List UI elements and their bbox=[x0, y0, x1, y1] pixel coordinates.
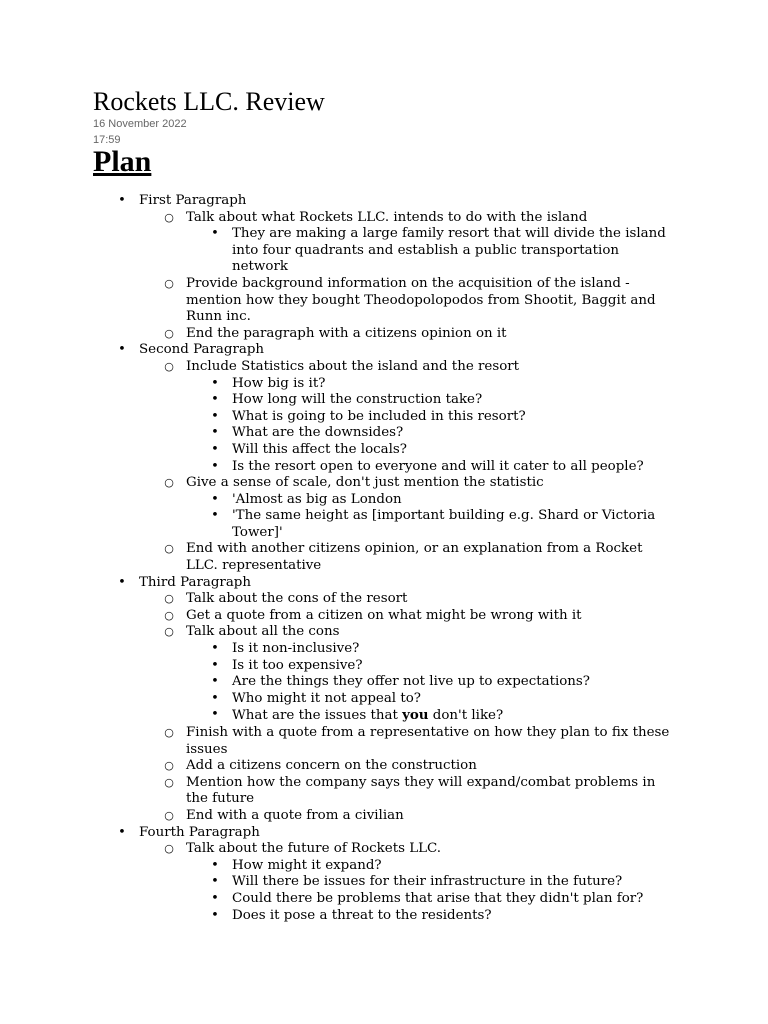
bullet-icon: • bbox=[211, 890, 219, 906]
list-item bbox=[211, 392, 667, 409]
list-item-text: Talk about what Rockets LLC. intends to do with the island bbox=[186, 209, 588, 225]
list-item-text: They are making a large family resort that will divide the island into four quadrants and establish a public transportation network bbox=[232, 226, 666, 275]
list-item bbox=[164, 841, 676, 858]
list-item bbox=[211, 641, 667, 658]
outline-section bbox=[118, 574, 699, 592]
list-item bbox=[211, 375, 667, 393]
section-label: First Paragraph bbox=[139, 193, 247, 208]
list-item bbox=[164, 275, 676, 326]
circle-bullet-icon: ○ bbox=[164, 726, 174, 739]
list-item-text: Give a sense of scale, don't just mention the statistic bbox=[186, 475, 544, 491]
list-item-text: Are the things they offer not live up to expectations? bbox=[232, 674, 590, 690]
list-item bbox=[211, 425, 667, 442]
list-item bbox=[211, 226, 667, 276]
list-item bbox=[211, 441, 667, 459]
bullet-icon: • bbox=[211, 857, 219, 873]
list-item-text: Talk about the cons of the resort bbox=[186, 591, 408, 607]
list-item-text: Is the resort open to everyone and will it cater to all people? bbox=[232, 458, 644, 474]
plan-heading: Plan bbox=[93, 145, 152, 178]
list-item-text-pre: What are the issues that bbox=[232, 708, 403, 724]
bullet-icon: • bbox=[211, 491, 219, 507]
list-item-text: Does it pose a threat to the residents? bbox=[232, 907, 492, 923]
list-item-text: How might it expand? bbox=[232, 857, 382, 873]
bullet-icon: • bbox=[211, 408, 219, 424]
list-item bbox=[164, 807, 676, 825]
list-item bbox=[211, 874, 667, 891]
circle-bullet-icon: ○ bbox=[164, 625, 174, 639]
list-item-text: What is going to be included in this resort? bbox=[232, 408, 526, 424]
bullet-icon: • bbox=[118, 824, 126, 840]
list-item-text: 'Almost as big as London bbox=[232, 491, 402, 507]
plan-outline bbox=[0, 193, 768, 924]
circle-bullet-icon: ○ bbox=[164, 359, 174, 373]
bullet-icon: • bbox=[211, 375, 219, 391]
circle-bullet-icon: ○ bbox=[164, 808, 174, 822]
list-item-text: Could there be problems that arise that they didn't plan for? bbox=[232, 890, 644, 906]
list-item bbox=[164, 725, 676, 758]
list-item-text: Will there be issues for their infrastructure in the future? bbox=[232, 874, 623, 890]
bullet-icon: • bbox=[211, 441, 219, 457]
circle-bullet-icon: ○ bbox=[164, 542, 174, 556]
circle-bullet-icon: ○ bbox=[164, 210, 174, 224]
list-item-text: Who might it not appeal to? bbox=[232, 690, 421, 706]
emphasis-text: you bbox=[402, 707, 429, 724]
outline-section bbox=[118, 342, 699, 359]
created-date: 16 November 2022 bbox=[93, 118, 187, 130]
list-item bbox=[164, 325, 676, 343]
bullet-icon: • bbox=[118, 193, 126, 208]
list-item-text: Finish with a quote from a representative on how they plan to fix these issues bbox=[186, 725, 670, 757]
list-item bbox=[211, 690, 667, 708]
bullet-icon: • bbox=[211, 657, 219, 673]
list-item-text: Talk about the future of Rockets LLC. bbox=[186, 841, 442, 857]
outline-section bbox=[118, 824, 699, 842]
circle-bullet-icon: ○ bbox=[164, 608, 174, 622]
list-item bbox=[164, 624, 676, 641]
bullet-icon: • bbox=[211, 690, 219, 706]
list-item-text: Provide background information on the acquisition of the island - mention how they bought Theodopolopodos from Shootit, Baggit and Runn inc. bbox=[186, 275, 656, 325]
list-item bbox=[164, 541, 676, 574]
list-item-text: How long will the construction take? bbox=[232, 392, 483, 408]
bullet-icon: • bbox=[118, 342, 126, 358]
list-item bbox=[211, 674, 667, 691]
list-item-text: What are the downsides? bbox=[232, 425, 404, 441]
list-item bbox=[164, 607, 676, 625]
circle-bullet-icon: ○ bbox=[164, 775, 174, 789]
bullet-icon: • bbox=[211, 641, 219, 657]
bullet-icon: • bbox=[118, 574, 126, 590]
bullet-icon: • bbox=[211, 707, 219, 723]
bullet-icon: • bbox=[211, 226, 219, 242]
circle-bullet-icon: ○ bbox=[164, 326, 174, 340]
list-item bbox=[211, 907, 667, 925]
bullet-icon: • bbox=[211, 425, 219, 441]
circle-bullet-icon: ○ bbox=[164, 759, 174, 773]
created-time: 17:59 bbox=[93, 134, 121, 146]
list-item-text: Talk about all the cons bbox=[186, 624, 340, 640]
list-item-text: Is it too expensive? bbox=[232, 657, 363, 673]
bullet-icon: • bbox=[211, 674, 219, 690]
list-item-text-post: don't like? bbox=[428, 708, 504, 724]
list-item-text: End with another citizens opinion, or an explanation from a Rocket LLC. representative bbox=[186, 541, 643, 574]
list-item bbox=[211, 408, 667, 426]
list-item bbox=[211, 657, 667, 675]
list-item bbox=[211, 707, 667, 725]
page-title: Rockets LLC. Review bbox=[93, 87, 325, 116]
list-item bbox=[164, 358, 676, 376]
bullet-icon: • bbox=[211, 392, 219, 408]
list-item-text: End with a quote from a civilian bbox=[186, 807, 404, 823]
circle-bullet-icon: ○ bbox=[164, 592, 174, 606]
list-item-text: Add a citizens concern on the construction bbox=[186, 758, 477, 774]
outline-section bbox=[118, 193, 699, 210]
list-item bbox=[164, 758, 676, 775]
section-label: Fourth Paragraph bbox=[139, 824, 260, 840]
bullet-icon: • bbox=[211, 508, 219, 524]
list-item-text: End the paragraph with a citizens opinion on it bbox=[186, 325, 507, 341]
list-item bbox=[164, 774, 676, 808]
list-item-text: Mention how the company says they will expand/combat problems in the future bbox=[186, 774, 656, 807]
section-label: Third Paragraph bbox=[139, 574, 251, 590]
list-item-text: Include Statistics about the island and the resort bbox=[186, 358, 520, 374]
list-item bbox=[164, 591, 676, 608]
list-item bbox=[211, 890, 667, 908]
list-item bbox=[211, 458, 667, 476]
list-item-text: Is it non-inclusive? bbox=[232, 641, 360, 657]
list-item-text: 'The same height as [important building e.g. Shard or Victoria Tower]' bbox=[232, 508, 656, 540]
list-item-text: Will this affect the locals? bbox=[232, 441, 407, 457]
bullet-icon: • bbox=[211, 907, 219, 923]
circle-bullet-icon: ○ bbox=[164, 476, 174, 490]
list-item bbox=[211, 491, 667, 509]
list-item-text: Get a quote from a citizen on what might be wrong with it bbox=[186, 607, 582, 623]
bullet-icon: • bbox=[211, 874, 219, 890]
list-item-text: How big is it? bbox=[232, 375, 326, 391]
list-item bbox=[164, 209, 676, 227]
circle-bullet-icon: ○ bbox=[164, 842, 174, 856]
circle-bullet-icon: ○ bbox=[164, 276, 174, 290]
list-item bbox=[164, 475, 676, 492]
list-item bbox=[211, 857, 667, 875]
section-label: Second Paragraph bbox=[139, 342, 265, 358]
list-item bbox=[211, 508, 667, 541]
bullet-icon: • bbox=[211, 458, 219, 474]
list-item-text bbox=[232, 707, 667, 725]
